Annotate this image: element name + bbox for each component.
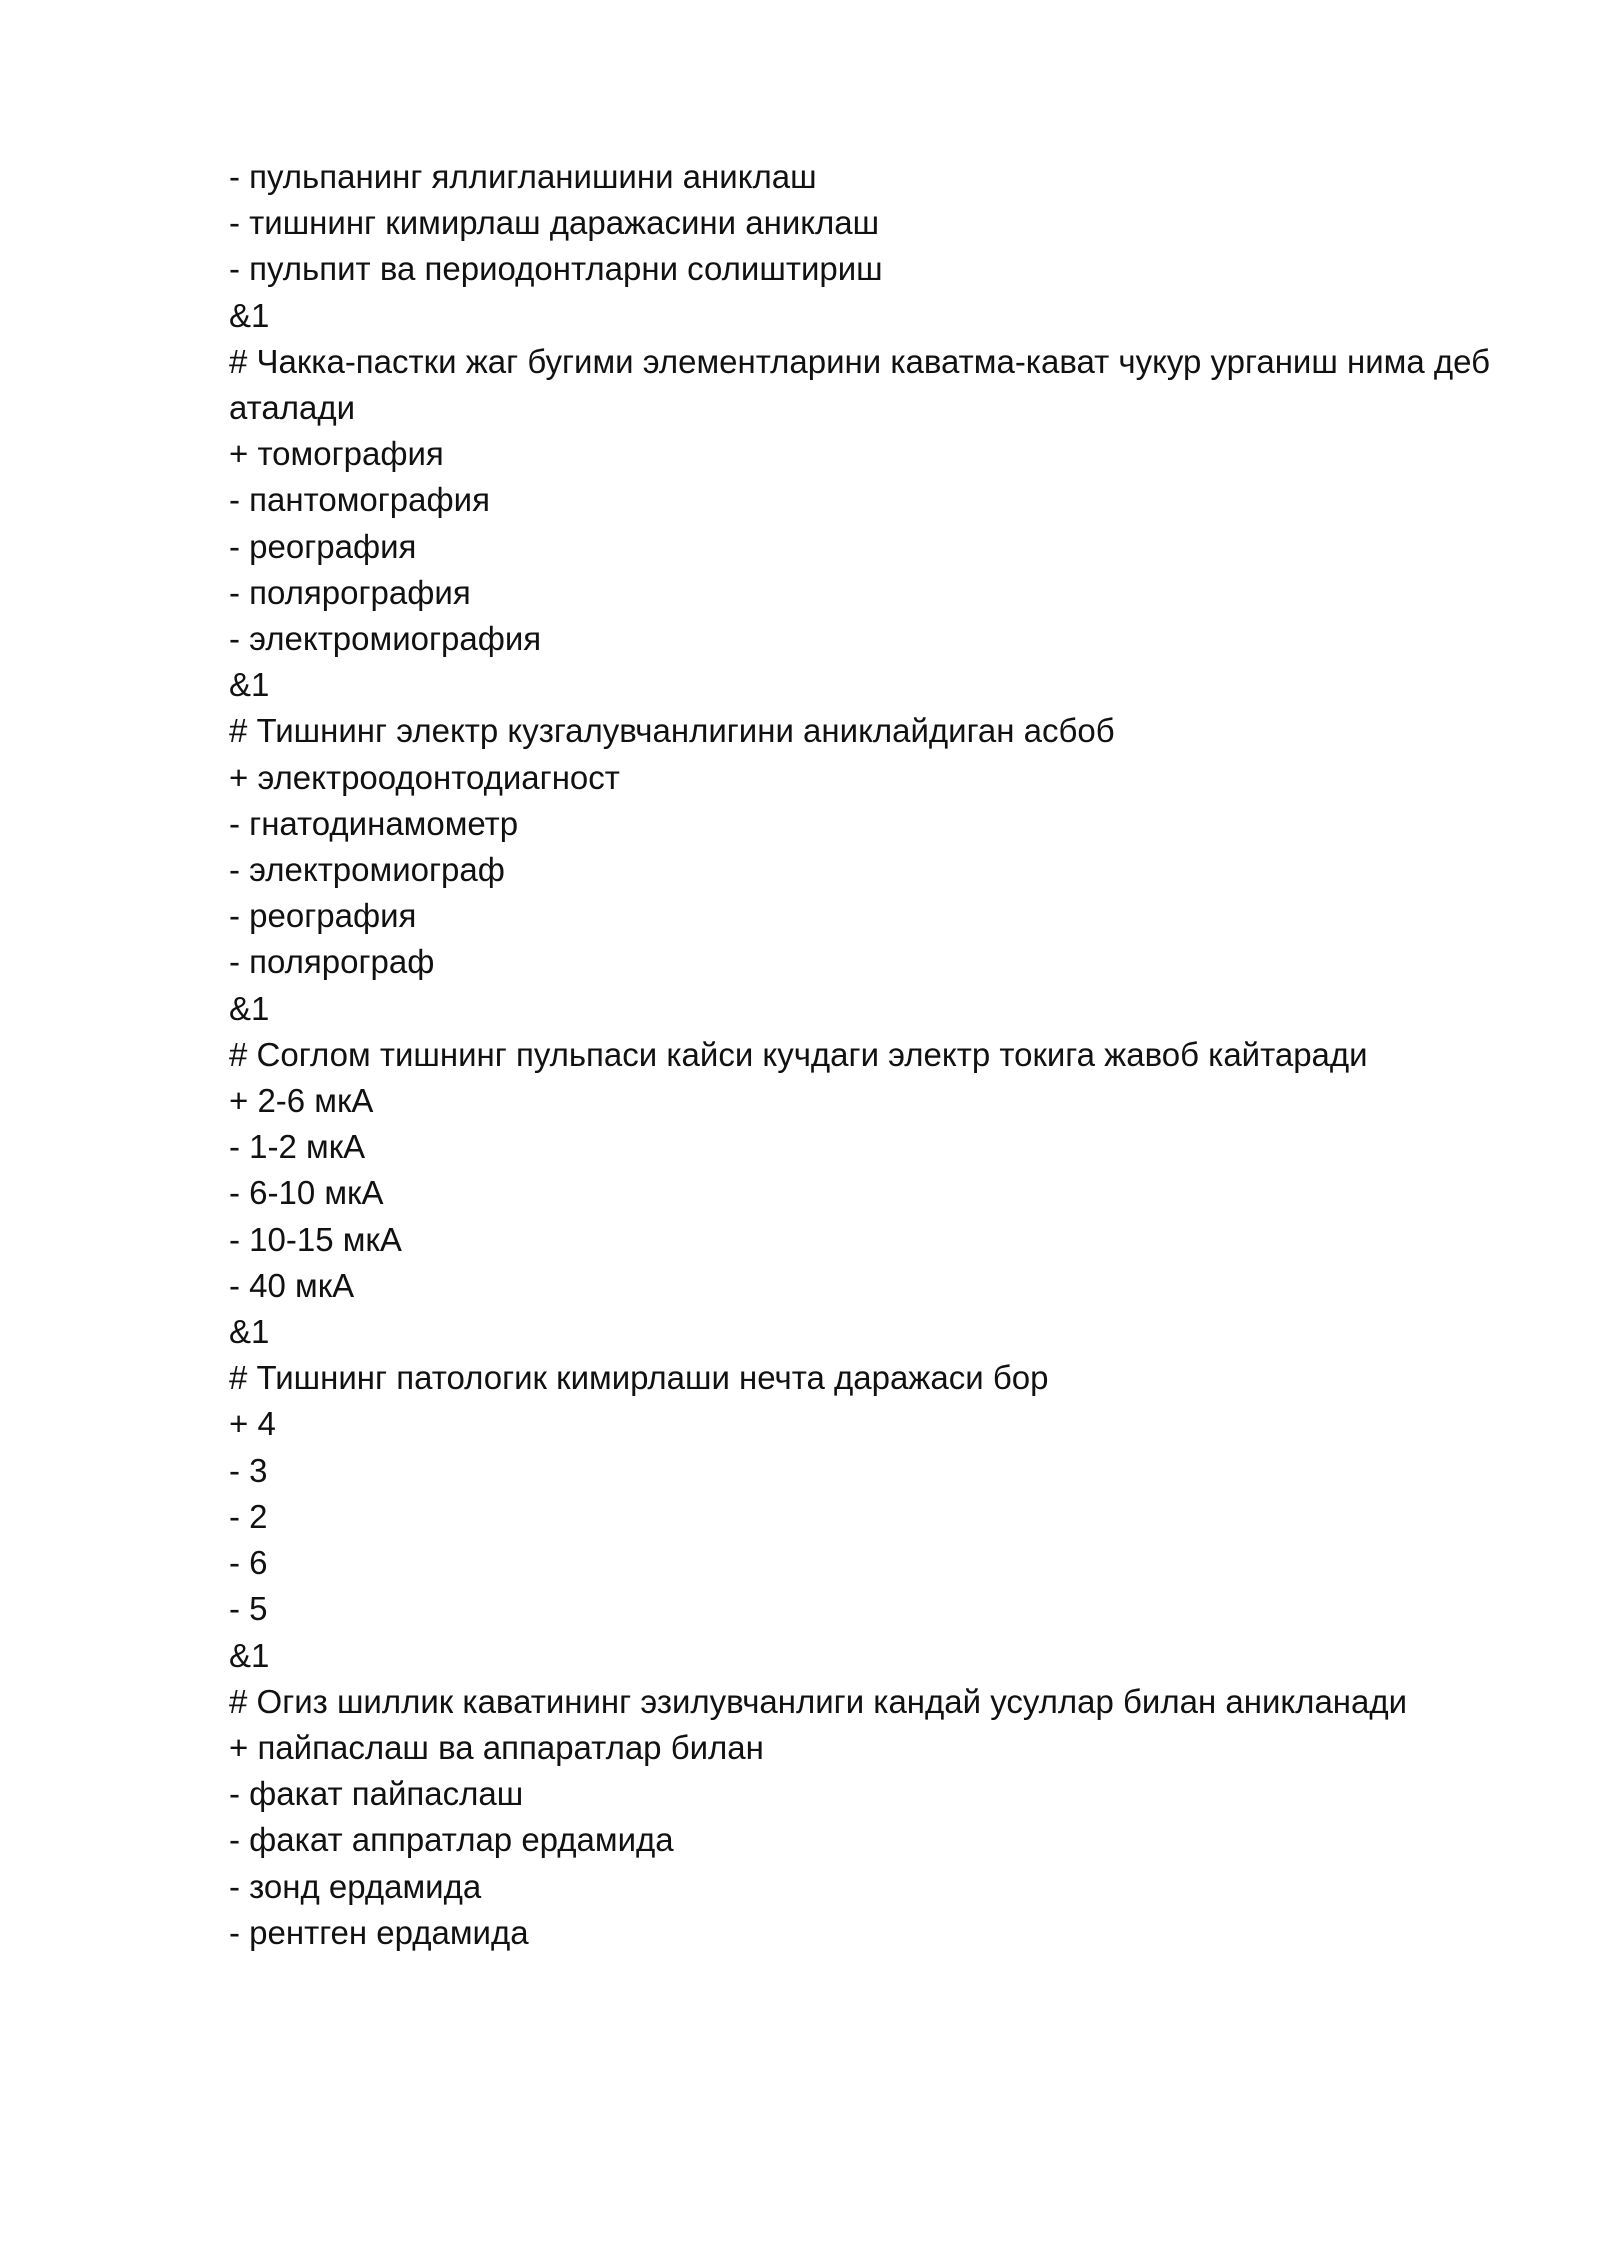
correct-answer-line: + томография	[229, 435, 444, 473]
correct-answer-line: + электроодонтодиагност	[229, 758, 620, 796]
separator-line: &1	[229, 666, 270, 704]
question-line: # Огиз шиллик каватининг эзилувчанлиги кандай усуллар билан аникланади	[229, 1682, 1408, 1720]
separator-line: &1	[229, 989, 270, 1027]
answer-line: - гнатодинамометр	[229, 804, 519, 842]
separator-line: &1	[229, 1636, 270, 1674]
question-line: # Чакка-пастки жаг бугими элементларини каватма-кават чукур урганиш нима деб аталади	[229, 342, 1500, 427]
answer-line: - пантомография	[229, 481, 490, 519]
answer-line: - реография	[229, 527, 417, 565]
separator-line: &1	[229, 1313, 270, 1351]
question-line: # Тишнинг патологик кимирлаши нечта даражаси бор	[229, 1359, 1049, 1397]
answer-line: - тишнинг кимирлаш даражасини аниклаш	[229, 204, 880, 242]
answer-line: - полярограф	[229, 943, 435, 981]
answer-line: - 6	[229, 1544, 268, 1582]
correct-answer-line: + 4	[229, 1405, 276, 1443]
answer-line: - полярография	[229, 573, 471, 611]
answer-line: - 5	[229, 1590, 268, 1628]
answer-line: - факат аппратлар ердамида	[229, 1821, 674, 1859]
answer-line: - факат пайпаслаш	[229, 1775, 524, 1813]
answer-line: - 2	[229, 1497, 268, 1535]
document-text	[229, 154, 1519, 1956]
question-line: # Тишнинг электр кузгалувчанлигини аниклайдиган асбоб	[229, 712, 1115, 750]
separator-line: &1	[229, 296, 270, 334]
answer-line: - 1-2 мкА	[229, 1128, 366, 1166]
correct-answer-line: + 2-6 мкА	[229, 1082, 374, 1120]
answer-line: - 40 мкА	[229, 1266, 355, 1304]
answer-line: - 10-15 мкА	[229, 1220, 402, 1258]
answer-line: - 6-10 мкА	[229, 1174, 384, 1212]
answer-line: - пульпанинг яллигланишини аниклаш	[229, 158, 817, 195]
answer-line: - зонд ердамида	[229, 1867, 482, 1905]
question-line: # Соглом тишнинг пульпаси кайси кучдаги электр токига жавоб кайтаради	[229, 1035, 1368, 1073]
answer-line: - 3	[229, 1451, 268, 1489]
correct-answer-line: + пайпаслаш ва аппаратлар билан	[229, 1728, 764, 1766]
answer-line: - рентген ердамида	[229, 1913, 529, 1951]
answer-line: - пульпит ва периодонтларни солиштириш	[229, 250, 883, 288]
answer-line: - электромиограф	[229, 851, 505, 889]
answer-line: - реография	[229, 897, 417, 935]
answer-line: - электромиография	[229, 620, 542, 658]
